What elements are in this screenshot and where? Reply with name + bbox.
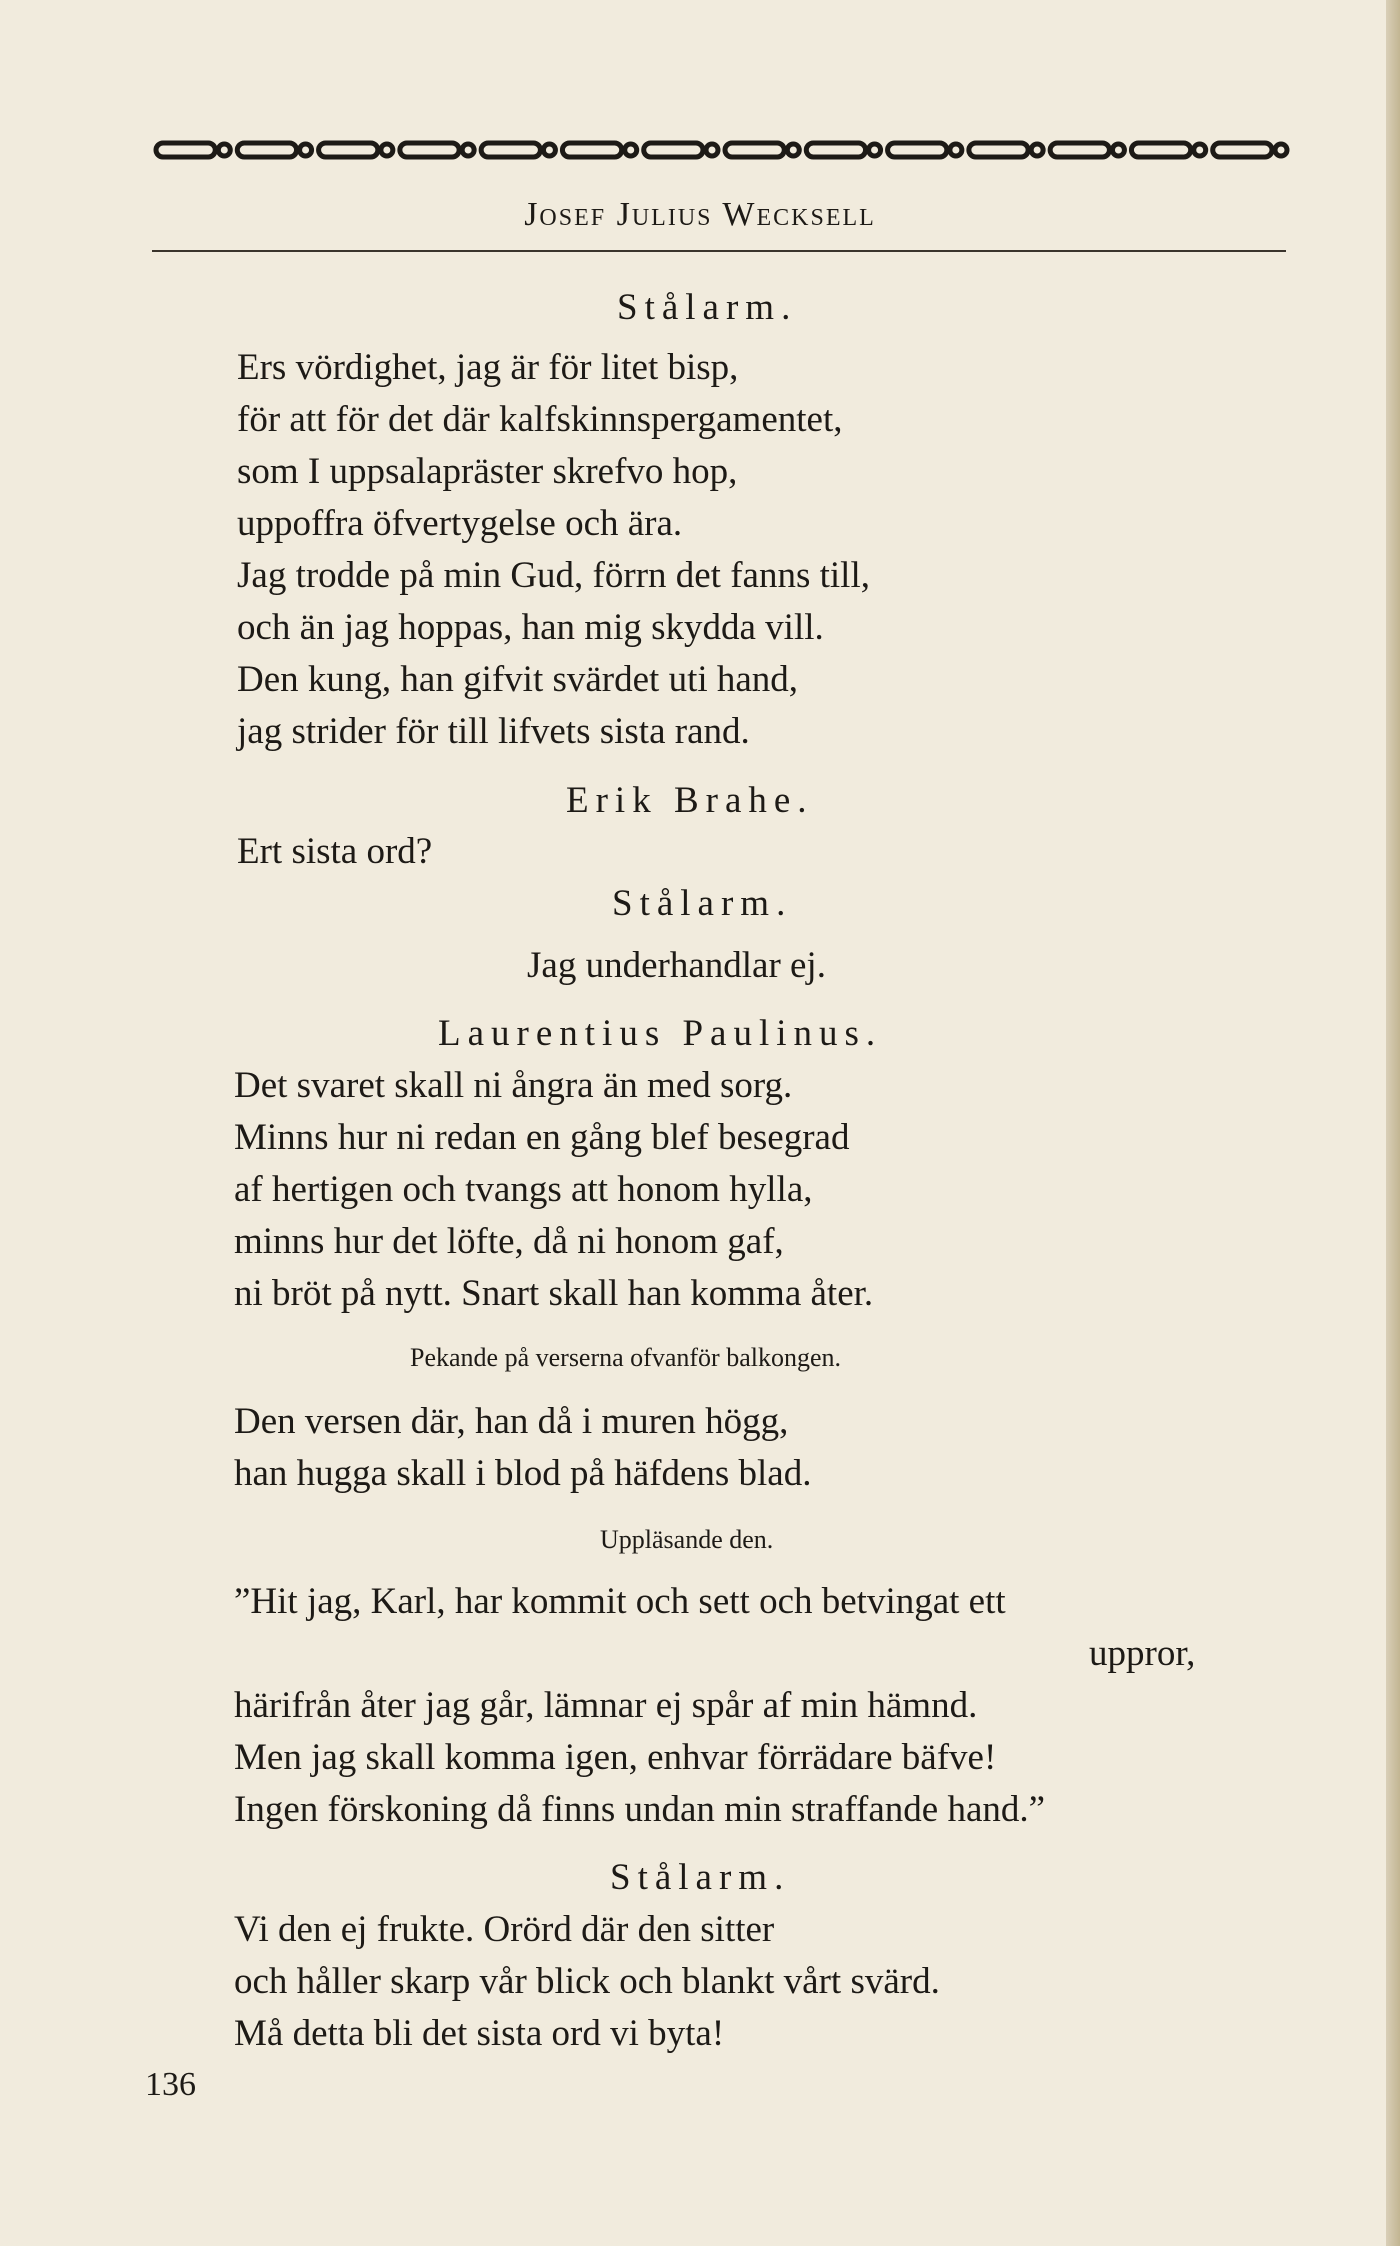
stage-direction: Uppläsande den. xyxy=(600,1525,774,1554)
verse-line: ni bröt på nytt. Snart skall han komma åter. xyxy=(234,1273,874,1314)
verse-line: Vi den ej frukte. Orörd där den sitter xyxy=(234,1909,775,1950)
verse-line: ”Hit jag, Karl, har kommit och sett och betvingat ett xyxy=(234,1581,1006,1622)
verse-line: af hertigen och tvangs att honom hylla, xyxy=(234,1169,813,1210)
verse-line: uppror, xyxy=(1089,1633,1196,1674)
verse-line: Ers vördighet, jag är för litet bisp, xyxy=(237,347,739,388)
verse-line: Men jag skall komma igen, enhvar förrädare bäfve! xyxy=(234,1737,997,1778)
verse-line: han hugga skall i blod på häfdens blad. xyxy=(234,1453,812,1494)
verse-line: Det svaret skall ni ångra än med sorg. xyxy=(234,1065,793,1106)
verse-line: Jag trodde på min Gud, förrn det fanns till, xyxy=(237,555,870,596)
verse-line: och håller skarp vår blick och blankt vårt svärd. xyxy=(234,1961,940,2002)
verse-line: Minns hur ni redan en gång blef besegrad xyxy=(234,1117,850,1158)
verse-line: minns hur det löfte, då ni honom gaf, xyxy=(234,1221,784,1262)
speaker-name: Laurentius Paulinus. xyxy=(438,1013,883,1054)
chain-ornament xyxy=(152,138,1290,164)
verse-line: och än jag hoppas, han mig skydda vill. xyxy=(237,607,824,648)
running-head: Josef Julius Wecksell xyxy=(524,196,876,233)
page-number: 136 xyxy=(145,2066,196,2103)
verse-line: Jag underhandlar ej. xyxy=(527,945,826,986)
verse-line: härifrån åter jag går, lämnar ej spår af min hämnd. xyxy=(234,1685,978,1726)
speaker-name: Stålarm. xyxy=(612,883,793,924)
verse-line: för att för det där kalfskinnspergamentet, xyxy=(237,399,843,440)
verse-line: Ingen förskoning då finns undan min straffande hand.” xyxy=(234,1789,1046,1830)
speaker-name: Stålarm. xyxy=(610,1857,791,1898)
stage-direction: Pekande på verserna ofvanför balkongen. xyxy=(410,1343,841,1372)
verse-line: jag strider för till lifvets sista rand. xyxy=(237,711,750,752)
verse-line: Må detta bli det sista ord vi byta! xyxy=(234,2013,725,2054)
speaker-name: Stålarm. xyxy=(617,287,798,328)
header-rule xyxy=(152,250,1286,252)
page-edge-shadow xyxy=(1386,0,1400,2246)
verse-line: Den kung, han gifvit svärdet uti hand, xyxy=(237,659,799,700)
verse-line: Ert sista ord? xyxy=(237,831,433,872)
speaker-name: Erik Brahe. xyxy=(566,780,814,821)
verse-line: uppoffra öfvertygelse och ära. xyxy=(237,503,683,544)
verse-line: som I uppsalapräster skrefvo hop, xyxy=(237,451,738,492)
verse-line: Den versen där, han då i muren högg, xyxy=(234,1401,789,1442)
